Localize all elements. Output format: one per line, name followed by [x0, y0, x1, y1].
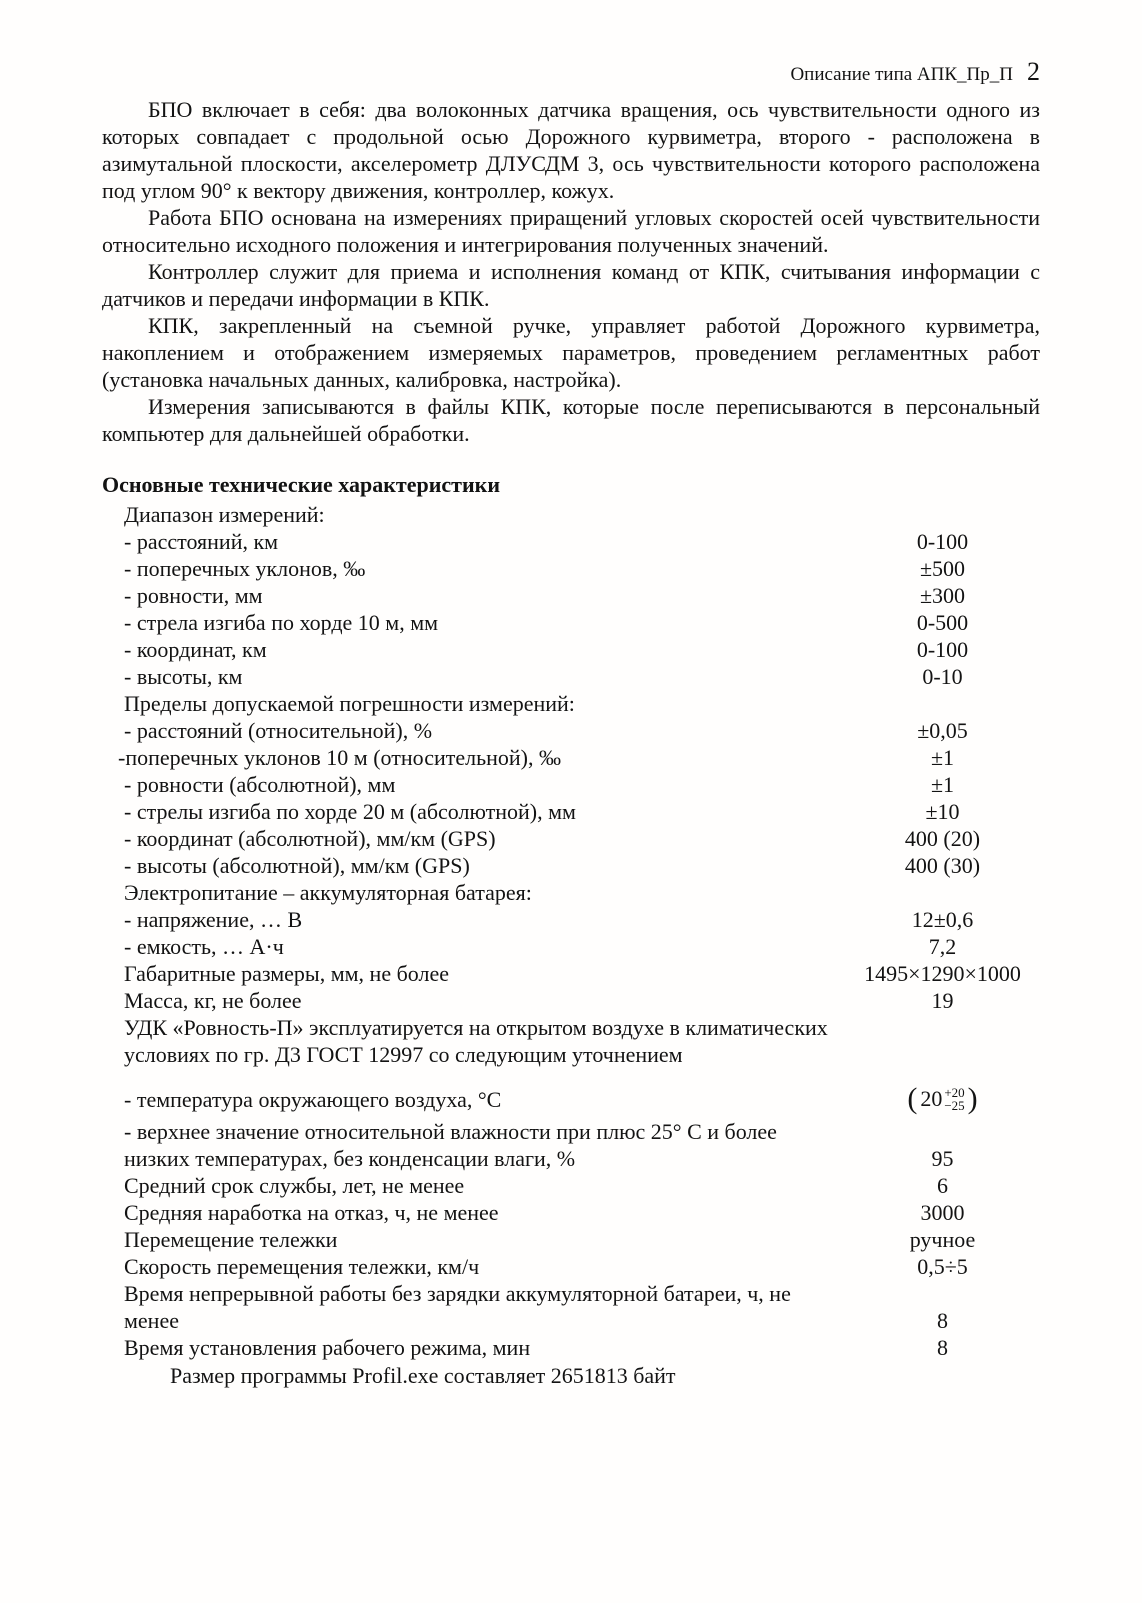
spec-value: 1495×1290×1000 [864, 961, 1021, 986]
spec-row [124, 663, 1040, 690]
spec-row [124, 528, 1040, 555]
spec-label: - стрелы изгиба по хорде 20 м (абсолютной), мм [124, 799, 576, 824]
temperature-tolerance [944, 1086, 964, 1112]
spec-value: 3000 [920, 1200, 965, 1225]
spec-label: Перемещение тележки [124, 1227, 338, 1252]
spec-value: 95 [931, 1146, 954, 1171]
spec-row-temperature [124, 1080, 1040, 1118]
spec-label: Время установления рабочего режима, мин [124, 1335, 531, 1360]
spec-value: 7,2 [928, 934, 957, 959]
spec-row [124, 636, 1040, 663]
spec-label: - напряжение, … В [124, 907, 303, 932]
spec-label: Средний срок службы, лет, не менее [124, 1173, 465, 1198]
spec-row [124, 717, 1040, 744]
spec-row [124, 1334, 1040, 1361]
spec-value: ±300 [919, 583, 966, 608]
spec-label: Масса, кг, не более [124, 988, 302, 1013]
spec-label: УДК «Ровность-П» эксплуатируется на открытом воздухе в климатических условиях по гр. Д3 ГОСТ 12997 со следующим уточнением [124, 1015, 828, 1067]
specs-list [118, 501, 1040, 1361]
spec-row [124, 960, 1040, 987]
spec-label: - расстояний, км [124, 529, 279, 554]
spec-row [124, 1014, 1040, 1068]
paren-open: ( [907, 1082, 918, 1115]
spec-row [124, 501, 1040, 528]
body-paragraph-2: Работа БПО основана на измерениях приращений угловых скоростей осей чувствительности относительно исходного положения и интегрирования полученных значений. [102, 205, 1040, 257]
spec-label: - ровности (абсолютной), мм [124, 772, 396, 797]
spec-row [124, 609, 1040, 636]
spec-row [124, 1118, 1040, 1172]
section-title: Основные технические характеристики [102, 472, 501, 497]
spec-label: - емкость, … А·ч [124, 934, 284, 959]
spec-label: -поперечных уклонов 10 м (относительной), ‰ [118, 745, 561, 770]
body-paragraph-3: Контроллер служит для приема и исполнения команд от КПК, считывания информации с датчиков и передачи информации в КПК. [102, 259, 1040, 311]
spec-row [124, 690, 1040, 717]
header-title: Описание типа АПК_Пр_П [790, 64, 1013, 85]
temperature-lower-tolerance: −25 [944, 1098, 965, 1113]
spec-label: - температура окружающего воздуха, °С [124, 1086, 502, 1112]
spec-value: 400 (30) [904, 853, 981, 878]
spec-row [124, 582, 1040, 609]
spec-value: 0-100 [916, 637, 969, 662]
spec-label: - верхнее значение относительной влажности при плюс 25° С и более низких температурах, без конденсации влаги, % [124, 1119, 777, 1171]
spec-label: - поперечных уклонов, ‰ [124, 556, 366, 581]
spec-value: ±500 [919, 556, 966, 581]
spec-value-temperature [845, 1080, 1040, 1118]
spec-row [124, 1253, 1040, 1280]
spec-value: 0-500 [916, 610, 969, 635]
spec-label: - стрела изгиба по хорде 10 м, мм [124, 610, 439, 635]
spec-value: 12±0,6 [911, 907, 974, 932]
spec-value: ручное [909, 1227, 976, 1252]
page-header [102, 58, 1040, 88]
spec-row [124, 852, 1040, 879]
spec-label: - координат (абсолютной), мм/км (GPS) [124, 826, 496, 851]
spec-row [124, 1199, 1040, 1226]
spec-row [124, 771, 1040, 798]
spec-label: - высоты (абсолютной), мм/км (GPS) [124, 853, 470, 878]
spec-label: Диапазон измерений: [124, 502, 325, 527]
spec-label: Пределы допускаемой погрешности измерений: [124, 691, 575, 716]
spec-value: 0-100 [916, 529, 969, 554]
spec-row [118, 744, 1040, 771]
spec-value: ±1 [930, 745, 955, 770]
spec-label: Электропитание – аккумуляторная батарея: [124, 880, 532, 905]
spec-row [124, 1280, 1040, 1334]
body-paragraph-1: БПО включает в себя: два волоконных датчика вращения, ось чувствительности одного из которых совпадает с продольной осью Дорожного курвиметра, второго - расположена в азимутальной плоскости, акселерометр ДЛУСДМ 3, ось чувствительности которого расположена под углом 90° к вектору движения, контроллер, кожух. [102, 97, 1040, 203]
spec-label: Средняя наработка на отказ, ч, не менее [124, 1200, 499, 1225]
spec-label: Скорость перемещения тележки, км/ч [124, 1254, 480, 1279]
spec-label: - высоты, км [124, 664, 243, 689]
spec-row [124, 987, 1040, 1014]
spec-label: - расстояний (относительной), % [124, 718, 433, 743]
temperature-upper-tolerance: +20 [944, 1085, 965, 1100]
spec-label: Габаритные размеры, мм, не более [124, 961, 450, 986]
page-number: 2 [1027, 57, 1040, 86]
spec-value: ±1 [930, 772, 955, 797]
spec-value: 400 (20) [904, 826, 981, 851]
spec-value: ±10 [925, 799, 960, 824]
spec-row [124, 933, 1040, 960]
spec-label: Время непрерывной работы без зарядки аккумуляторной батареи, ч, не менее [124, 1281, 791, 1333]
spec-row [124, 879, 1040, 906]
spec-row [124, 906, 1040, 933]
body-paragraph-5: Измерения записываются в файлы КПК, которые после переписываются в персональный компьютер для дальнейшей обработки. [102, 394, 1040, 446]
spec-label: - ровности, мм [124, 583, 263, 608]
spec-value: ±0,05 [917, 718, 968, 743]
spec-value: 0,5÷5 [917, 1254, 968, 1279]
program-size-note: Размер программы Profil.exe составляет 2651813 байт [170, 1363, 676, 1388]
spec-row [124, 798, 1040, 825]
spec-value: 8 [937, 1308, 948, 1333]
spec-value: 8 [937, 1335, 948, 1360]
spec-value: 19 [931, 988, 954, 1013]
spec-row [124, 1172, 1040, 1199]
spec-value: 6 [937, 1173, 948, 1198]
spec-row [124, 1226, 1040, 1253]
body-paragraph-4: КПК, закрепленный на съемной ручке, управляет работой Дорожного курвиметра, накоплением и отображением измеряемых параметров, проведением регламентных работ (установка начальных данных, калибровка, настройка). [102, 313, 1040, 392]
spec-value: 0-10 [922, 664, 963, 689]
spec-label: - координат, км [124, 637, 267, 662]
spec-row [124, 555, 1040, 582]
temperature-base: 20 [920, 1086, 943, 1111]
paren-close: ) [967, 1082, 978, 1115]
spec-row [124, 825, 1040, 852]
